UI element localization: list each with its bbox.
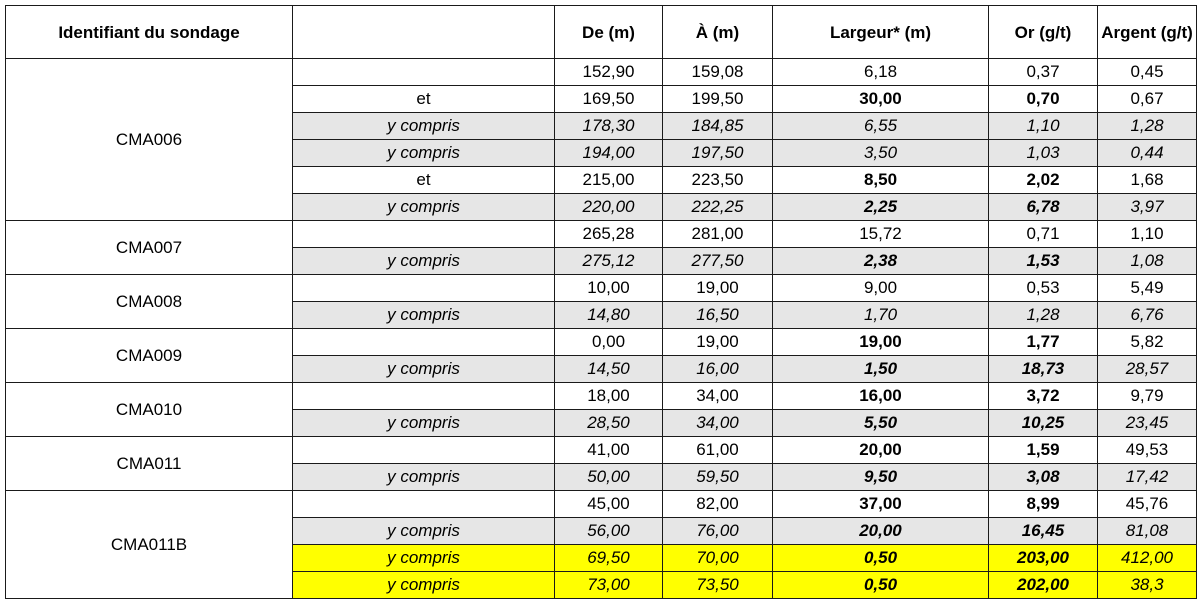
from-cell: 194,00	[555, 140, 663, 167]
to-cell: 222,25	[663, 194, 773, 221]
gold-cell: 203,00	[989, 545, 1098, 572]
hole-id-cell: CMA010	[6, 383, 293, 437]
silver-cell: 0,45	[1098, 59, 1197, 86]
silver-cell: 38,3	[1098, 572, 1197, 599]
silver-cell: 1,28	[1098, 113, 1197, 140]
gold-cell: 6,78	[989, 194, 1098, 221]
hole-id-cell: CMA008	[6, 275, 293, 329]
to-cell: 61,00	[663, 437, 773, 464]
qualifier-cell: et	[293, 167, 555, 194]
to-cell: 277,50	[663, 248, 773, 275]
to-cell: 16,50	[663, 302, 773, 329]
from-cell: 69,50	[555, 545, 663, 572]
to-cell: 19,00	[663, 329, 773, 356]
gold-cell: 1,10	[989, 113, 1098, 140]
to-cell: 70,00	[663, 545, 773, 572]
silver-cell: 412,00	[1098, 545, 1197, 572]
width-cell: 37,00	[773, 491, 989, 518]
silver-cell: 1,10	[1098, 221, 1197, 248]
qualifier-cell: y compris	[293, 464, 555, 491]
gold-cell: 1,53	[989, 248, 1098, 275]
to-cell: 76,00	[663, 518, 773, 545]
silver-cell: 9,79	[1098, 383, 1197, 410]
from-cell: 265,28	[555, 221, 663, 248]
to-cell: 281,00	[663, 221, 773, 248]
from-cell: 169,50	[555, 86, 663, 113]
to-cell: 223,50	[663, 167, 773, 194]
qualifier-cell	[293, 383, 555, 410]
qualifier-cell	[293, 275, 555, 302]
gold-cell: 1,03	[989, 140, 1098, 167]
header-hole-id: Identifiant du sondage	[6, 6, 293, 59]
silver-cell: 28,57	[1098, 356, 1197, 383]
table-body	[6, 59, 1197, 599]
qualifier-cell: y compris	[293, 518, 555, 545]
gold-cell: 3,72	[989, 383, 1098, 410]
width-cell: 15,72	[773, 221, 989, 248]
to-cell: 73,50	[663, 572, 773, 599]
silver-cell: 49,53	[1098, 437, 1197, 464]
silver-cell: 45,76	[1098, 491, 1197, 518]
to-cell: 59,50	[663, 464, 773, 491]
width-cell: 2,25	[773, 194, 989, 221]
gold-cell: 1,59	[989, 437, 1098, 464]
qualifier-cell: y compris	[293, 302, 555, 329]
from-cell: 73,00	[555, 572, 663, 599]
header-from: De (m)	[555, 6, 663, 59]
qualifier-cell: et	[293, 86, 555, 113]
silver-cell: 3,97	[1098, 194, 1197, 221]
table-row	[6, 329, 1197, 356]
to-cell: 199,50	[663, 86, 773, 113]
gold-cell: 2,02	[989, 167, 1098, 194]
width-cell: 6,18	[773, 59, 989, 86]
silver-cell: 6,76	[1098, 302, 1197, 329]
gold-cell: 3,08	[989, 464, 1098, 491]
from-cell: 275,12	[555, 248, 663, 275]
from-cell: 50,00	[555, 464, 663, 491]
gold-cell: 1,77	[989, 329, 1098, 356]
gold-cell: 0,70	[989, 86, 1098, 113]
hole-id-cell: CMA011B	[6, 491, 293, 599]
gold-cell: 0,53	[989, 275, 1098, 302]
to-cell: 82,00	[663, 491, 773, 518]
silver-cell: 5,49	[1098, 275, 1197, 302]
width-cell: 30,00	[773, 86, 989, 113]
qualifier-cell: y compris	[293, 572, 555, 599]
width-cell: 9,00	[773, 275, 989, 302]
from-cell: 10,00	[555, 275, 663, 302]
to-cell: 16,00	[663, 356, 773, 383]
from-cell: 41,00	[555, 437, 663, 464]
header-to: À (m)	[663, 6, 773, 59]
table-row	[6, 491, 1197, 518]
from-cell: 14,50	[555, 356, 663, 383]
from-cell: 220,00	[555, 194, 663, 221]
hole-id-cell: CMA009	[6, 329, 293, 383]
from-cell: 215,00	[555, 167, 663, 194]
hole-id-cell: CMA006	[6, 59, 293, 221]
to-cell: 34,00	[663, 410, 773, 437]
to-cell: 197,50	[663, 140, 773, 167]
qualifier-cell: y compris	[293, 410, 555, 437]
qualifier-cell: y compris	[293, 545, 555, 572]
qualifier-cell: y compris	[293, 356, 555, 383]
width-cell: 19,00	[773, 329, 989, 356]
table-row	[6, 275, 1197, 302]
gold-cell: 0,71	[989, 221, 1098, 248]
width-cell: 5,50	[773, 410, 989, 437]
hole-id-cell: CMA011	[6, 437, 293, 491]
from-cell: 18,00	[555, 383, 663, 410]
header-qualifier	[293, 6, 555, 59]
header-silver: Argent (g/t)	[1098, 6, 1197, 59]
qualifier-cell: y compris	[293, 248, 555, 275]
silver-cell: 17,42	[1098, 464, 1197, 491]
width-cell: 3,50	[773, 140, 989, 167]
hole-id-cell: CMA007	[6, 221, 293, 275]
width-cell: 6,55	[773, 113, 989, 140]
header-row	[6, 6, 1197, 59]
from-cell: 28,50	[555, 410, 663, 437]
gold-cell: 0,37	[989, 59, 1098, 86]
gold-cell: 202,00	[989, 572, 1098, 599]
qualifier-cell	[293, 221, 555, 248]
header-width: Largeur* (m)	[773, 6, 989, 59]
qualifier-cell: y compris	[293, 113, 555, 140]
to-cell: 19,00	[663, 275, 773, 302]
from-cell: 56,00	[555, 518, 663, 545]
width-cell: 1,70	[773, 302, 989, 329]
header-gold: Or (g/t)	[989, 6, 1098, 59]
qualifier-cell: y compris	[293, 194, 555, 221]
gold-cell: 10,25	[989, 410, 1098, 437]
gold-cell: 16,45	[989, 518, 1098, 545]
table-row	[6, 221, 1197, 248]
width-cell: 20,00	[773, 518, 989, 545]
silver-cell: 0,67	[1098, 86, 1197, 113]
width-cell: 9,50	[773, 464, 989, 491]
gold-cell: 8,99	[989, 491, 1098, 518]
qualifier-cell: y compris	[293, 140, 555, 167]
drill-results-table	[5, 5, 1197, 599]
gold-cell: 1,28	[989, 302, 1098, 329]
qualifier-cell	[293, 59, 555, 86]
width-cell: 20,00	[773, 437, 989, 464]
silver-cell: 5,82	[1098, 329, 1197, 356]
to-cell: 184,85	[663, 113, 773, 140]
silver-cell: 81,08	[1098, 518, 1197, 545]
from-cell: 14,80	[555, 302, 663, 329]
from-cell: 45,00	[555, 491, 663, 518]
silver-cell: 1,08	[1098, 248, 1197, 275]
width-cell: 0,50	[773, 572, 989, 599]
width-cell: 16,00	[773, 383, 989, 410]
to-cell: 34,00	[663, 383, 773, 410]
qualifier-cell	[293, 329, 555, 356]
width-cell: 8,50	[773, 167, 989, 194]
silver-cell: 1,68	[1098, 167, 1197, 194]
width-cell: 2,38	[773, 248, 989, 275]
width-cell: 0,50	[773, 545, 989, 572]
from-cell: 0,00	[555, 329, 663, 356]
table-row	[6, 437, 1197, 464]
gold-cell: 18,73	[989, 356, 1098, 383]
silver-cell: 0,44	[1098, 140, 1197, 167]
from-cell: 152,90	[555, 59, 663, 86]
qualifier-cell	[293, 491, 555, 518]
table-row	[6, 59, 1197, 86]
width-cell: 1,50	[773, 356, 989, 383]
silver-cell: 23,45	[1098, 410, 1197, 437]
qualifier-cell	[293, 437, 555, 464]
from-cell: 178,30	[555, 113, 663, 140]
to-cell: 159,08	[663, 59, 773, 86]
table-row	[6, 383, 1197, 410]
